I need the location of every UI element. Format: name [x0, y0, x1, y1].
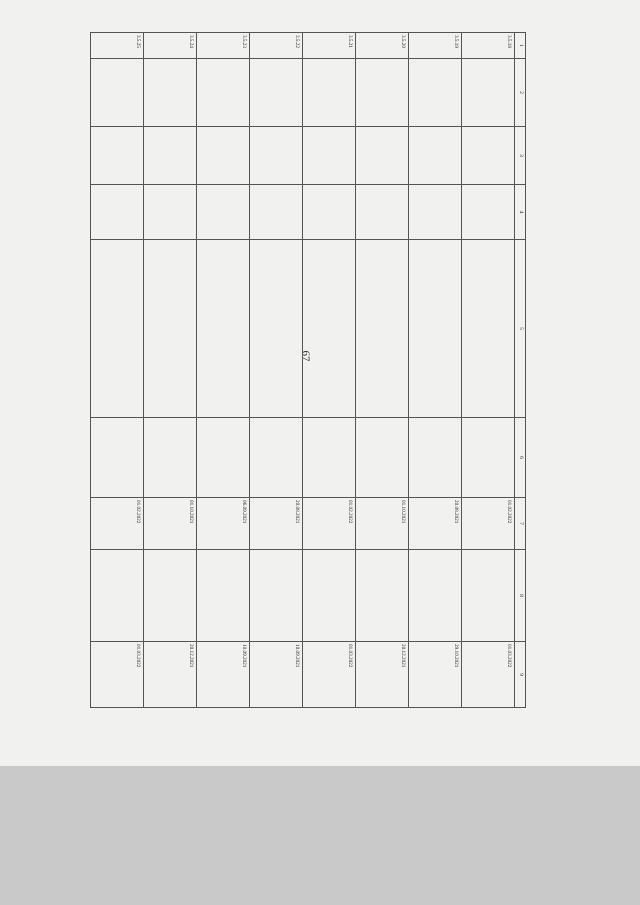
level-cell — [409, 185, 462, 240]
end-date-cell: 20.12.2021 — [356, 642, 409, 708]
row-number: 3.5.19 — [409, 33, 462, 59]
document-cell — [409, 127, 462, 185]
start-date-cell: 20.08.2021 — [250, 498, 303, 550]
authority-cell — [91, 550, 144, 642]
responsible-cell — [356, 418, 409, 498]
level-cell — [197, 185, 250, 240]
start-date-cell: 01.02.2022 — [91, 498, 144, 550]
row-number: 3.5.25 — [91, 33, 144, 59]
start-date-cell: 01.02.2022 — [462, 498, 515, 550]
column-number: 3 — [515, 127, 526, 185]
level-cell — [144, 185, 197, 240]
table-row — [409, 33, 462, 708]
column-number: 6 — [515, 418, 526, 498]
document-cell — [144, 127, 197, 185]
level-cell — [250, 185, 303, 240]
column-number: 1 — [515, 33, 526, 59]
start-date-cell: 01.10.2021 — [144, 498, 197, 550]
level-cell — [462, 185, 515, 240]
document-cell — [462, 127, 515, 185]
level-cell — [303, 185, 356, 240]
authority-cell — [303, 550, 356, 642]
rotated-table — [90, 32, 526, 707]
subject-cell — [303, 240, 356, 418]
end-date-cell: 01.03.2022 — [462, 642, 515, 708]
start-date-cell: 20.08.2021 — [409, 498, 462, 550]
subject-cell — [197, 240, 250, 418]
start-date-cell: 01.10.2021 — [356, 498, 409, 550]
responsible-cell — [250, 418, 303, 498]
legal-basis-cell — [356, 59, 409, 127]
document-cell — [250, 127, 303, 185]
authority-cell — [144, 550, 197, 642]
table-row — [356, 33, 409, 708]
document-cell — [303, 127, 356, 185]
subject-cell — [91, 240, 144, 418]
column-number: 9 — [515, 642, 526, 708]
legal-basis-cell — [250, 59, 303, 127]
table-row — [250, 33, 303, 708]
table-row — [303, 33, 356, 708]
column-number: 4 — [515, 185, 526, 240]
subject-cell — [250, 240, 303, 418]
document-cell — [91, 127, 144, 185]
responsible-cell — [197, 418, 250, 498]
end-date-cell: 01.03.2022 — [91, 642, 144, 708]
control-table — [90, 32, 526, 708]
document-cell — [197, 127, 250, 185]
legal-basis-cell — [303, 59, 356, 127]
subject-cell — [144, 240, 197, 418]
row-number: 3.5.20 — [356, 33, 409, 59]
page-number: 67 — [299, 350, 312, 362]
authority-cell — [356, 550, 409, 642]
end-date-cell: 29.10.2021 — [409, 642, 462, 708]
responsible-cell — [144, 418, 197, 498]
column-number: 8 — [515, 550, 526, 642]
end-date-cell: 20.12.2021 — [144, 642, 197, 708]
table-row — [144, 33, 197, 708]
subject-cell — [462, 240, 515, 418]
responsible-cell — [462, 418, 515, 498]
legal-basis-cell — [462, 59, 515, 127]
row-number: 3.5.24 — [144, 33, 197, 59]
rotated-table-wrapper — [90, 32, 526, 707]
column-number: 7 — [515, 498, 526, 550]
level-cell — [356, 185, 409, 240]
table-row — [91, 33, 144, 708]
row-number: 3.5.21 — [303, 33, 356, 59]
legal-basis-cell — [197, 59, 250, 127]
legal-basis-cell — [409, 59, 462, 127]
document-cell — [356, 127, 409, 185]
subject-cell — [409, 240, 462, 418]
subject-cell — [356, 240, 409, 418]
legal-basis-cell — [91, 59, 144, 127]
column-number: 5 — [515, 240, 526, 418]
end-date-cell: 10.09.2021 — [197, 642, 250, 708]
authority-cell — [409, 550, 462, 642]
row-number: 3.5.22 — [250, 33, 303, 59]
level-cell — [91, 185, 144, 240]
start-date-cell: 06.09.2021 — [197, 498, 250, 550]
legal-basis-cell — [144, 59, 197, 127]
end-date-cell: 01.03.2022 — [303, 642, 356, 708]
table-row — [197, 33, 250, 708]
responsible-cell — [303, 418, 356, 498]
start-date-cell: 01.02.2022 — [303, 498, 356, 550]
authority-cell — [197, 550, 250, 642]
row-number: 3.5.23 — [197, 33, 250, 59]
header-row — [515, 33, 526, 708]
authority-cell — [462, 550, 515, 642]
end-date-cell: 10.09.2021 — [250, 642, 303, 708]
table-row — [462, 33, 515, 708]
row-number: 3.5.18 — [462, 33, 515, 59]
authority-cell — [250, 550, 303, 642]
responsible-cell — [91, 418, 144, 498]
column-number: 2 — [515, 59, 526, 127]
responsible-cell — [409, 418, 462, 498]
